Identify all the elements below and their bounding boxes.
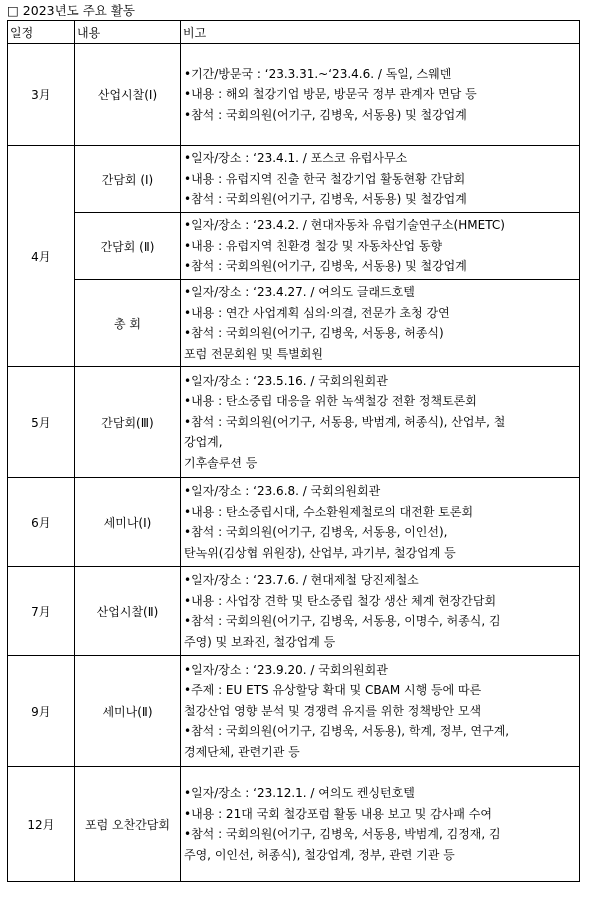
remark-line: •참석 : 국회의원(어기구, 김병욱, 서동용) 및 철강업계 xyxy=(184,107,467,122)
remark-line: •일자/장소 : ‘23.12.1. / 여의도 켄싱턴호텔 xyxy=(184,786,415,800)
remark-line: •기간/방문국 : ‘23.3.31.~‘23.4.6. / 독일, 스웨덴 xyxy=(184,66,452,81)
remarks-cell xyxy=(181,280,580,367)
remarks-cell xyxy=(181,367,580,478)
category-cell: 총 회 xyxy=(75,280,181,367)
table-row xyxy=(8,478,580,567)
table-row xyxy=(8,146,580,213)
remark-line: •참석 : 국회의원(어기구, 김병욱, 서동용), 학계, 정부, 연구계, xyxy=(184,724,510,739)
category-cell: 포럼 오찬간담회 xyxy=(75,767,181,882)
month-cell: 12月 xyxy=(8,767,75,882)
document-title: □ 2023년도 주요 활동 xyxy=(7,3,135,18)
activity-document xyxy=(7,2,579,882)
category-cell: 간담회 (Ⅰ) xyxy=(75,146,181,213)
table-row xyxy=(8,213,580,280)
header-content: 내용 xyxy=(75,21,181,44)
table-row xyxy=(8,767,580,882)
remark-line: •일자/장소 : ‘23.4.27. / 여의도 글래드호텔 xyxy=(184,285,415,299)
header-schedule: 일정 xyxy=(8,21,75,44)
remark-line: •참석 : 국회의원(어기구, 김병욱, 서동용, 이인선), xyxy=(184,525,448,539)
remark-line: 강업계, xyxy=(184,435,223,450)
remarks-cell xyxy=(181,478,580,567)
remark-line: 기후솔루션 등 xyxy=(184,455,258,470)
category-cell: 세미나(Ⅰ) xyxy=(75,478,181,567)
table-row xyxy=(8,280,580,367)
remark-line: •내용 : 사업장 견학 및 탄소중립 철강 생산 체계 현장간담회 xyxy=(184,593,497,608)
category-cell: 산업시찰(Ⅱ) xyxy=(75,567,181,656)
category-cell: 산업시찰(Ⅰ) xyxy=(75,44,181,146)
remarks-cell xyxy=(181,767,580,882)
remarks-cell xyxy=(181,44,580,146)
remark-line: •참석 : 국회의원(어기구, 김병욱, 서동용, 허종식) xyxy=(184,326,444,340)
remark-line: •내용 : 21대 국회 철강포럼 활동 내용 보고 및 감사패 수여 xyxy=(184,806,492,821)
remarks-cell xyxy=(181,656,580,767)
month-cell: 7月 xyxy=(8,567,75,656)
remark-line: •일자/장소 : ‘23.4.2. / 현대자동차 유럽기술연구소(HMETC) xyxy=(184,218,505,233)
remark-line: •일자/장소 : ‘23.7.6. / 현대제철 당진제철소 xyxy=(184,573,419,587)
remark-line: •내용 : 탄소중립 대응을 위한 녹색철강 전환 정책토론회 xyxy=(184,394,477,409)
remark-line: •내용 : 유럽지역 친환경 철강 및 자동차산업 동향 xyxy=(184,238,443,253)
remark-line: •참석 : 국회의원(어기구, 서동용, 박범계, 허종식), 산업부, 철 xyxy=(184,414,506,429)
table-row xyxy=(8,656,580,767)
table-row xyxy=(8,44,580,146)
remark-line: 포럼 전문회원 및 특별회원 xyxy=(184,346,323,361)
remark-line: •참석 : 국회의원(어기구, 김병욱, 서동용) 및 철강업계 xyxy=(184,259,467,274)
remark-line: •참석 : 국회의원(어기구, 김병욱, 서동용, 박범계, 김정재, 김 xyxy=(184,827,501,841)
remark-line: •내용 : 유럽지역 진출 한국 철강기업 활동현황 간담회 xyxy=(184,171,466,186)
month-cell: 3月 xyxy=(8,44,75,146)
remarks-cell xyxy=(181,213,580,280)
table-header-row xyxy=(8,21,580,44)
table-row xyxy=(8,567,580,656)
month-cell: 4月 xyxy=(8,146,75,367)
remark-line: 주영, 이인선, 허종식), 철강업계, 정부, 관련 기관 등 xyxy=(184,847,455,862)
remark-line: •일자/장소 : ‘23.6.8. / 국회의원회관 xyxy=(184,484,381,498)
remark-line: •주제 : EU ETS 유상할당 확대 및 CBAM 시행 등에 따른 xyxy=(184,683,482,698)
remark-line: 철강산업 영향 분석 및 경쟁력 유지를 위한 정책방안 모색 xyxy=(184,703,482,718)
month-cell: 5月 xyxy=(8,367,75,478)
remark-line: •내용 : 연간 사업계획 심의·의결, 전문가 초청 강연 xyxy=(184,305,450,320)
header-remarks: 비고 xyxy=(181,21,580,44)
remark-line: 주영) 및 보좌진, 철강업계 등 xyxy=(184,634,336,649)
activity-table xyxy=(7,20,580,882)
remark-line: •일자/장소 : ‘23.5.16. / 국회의원회관 xyxy=(184,373,388,388)
category-cell: 간담회(Ⅲ) xyxy=(75,367,181,478)
remark-line: 탄녹위(김상협 위원장), 산업부, 과기부, 철강업계 등 xyxy=(184,545,456,560)
remark-line: 경제단체, 관련기관 등 xyxy=(184,744,300,759)
table-row xyxy=(8,367,580,478)
remark-line: •내용 : 탄소중립시대, 수소환원제철로의 대전환 토론회 xyxy=(184,504,474,519)
month-cell: 6月 xyxy=(8,478,75,567)
category-cell: 세미나(Ⅱ) xyxy=(75,656,181,767)
category-cell: 간담회 (Ⅱ) xyxy=(75,213,181,280)
remark-line: •참석 : 국회의원(어기구, 김병욱, 서동용, 이명수, 허종식, 김 xyxy=(184,614,501,628)
remark-line: •일자/장소 : ‘23.9.20. / 국회의원회관 xyxy=(184,662,388,677)
remark-line: •참석 : 국회의원(어기구, 김병욱, 서동용) 및 철강업계 xyxy=(184,192,467,207)
remarks-cell xyxy=(181,146,580,213)
remark-line: •일자/장소 : ‘23.4.1. / 포스코 유럽사무소 xyxy=(184,151,408,166)
remarks-cell xyxy=(181,567,580,656)
remark-line: •내용 : 해외 철강기업 방문, 방문국 정부 관계자 면담 등 xyxy=(184,87,477,102)
month-cell: 9月 xyxy=(8,656,75,767)
